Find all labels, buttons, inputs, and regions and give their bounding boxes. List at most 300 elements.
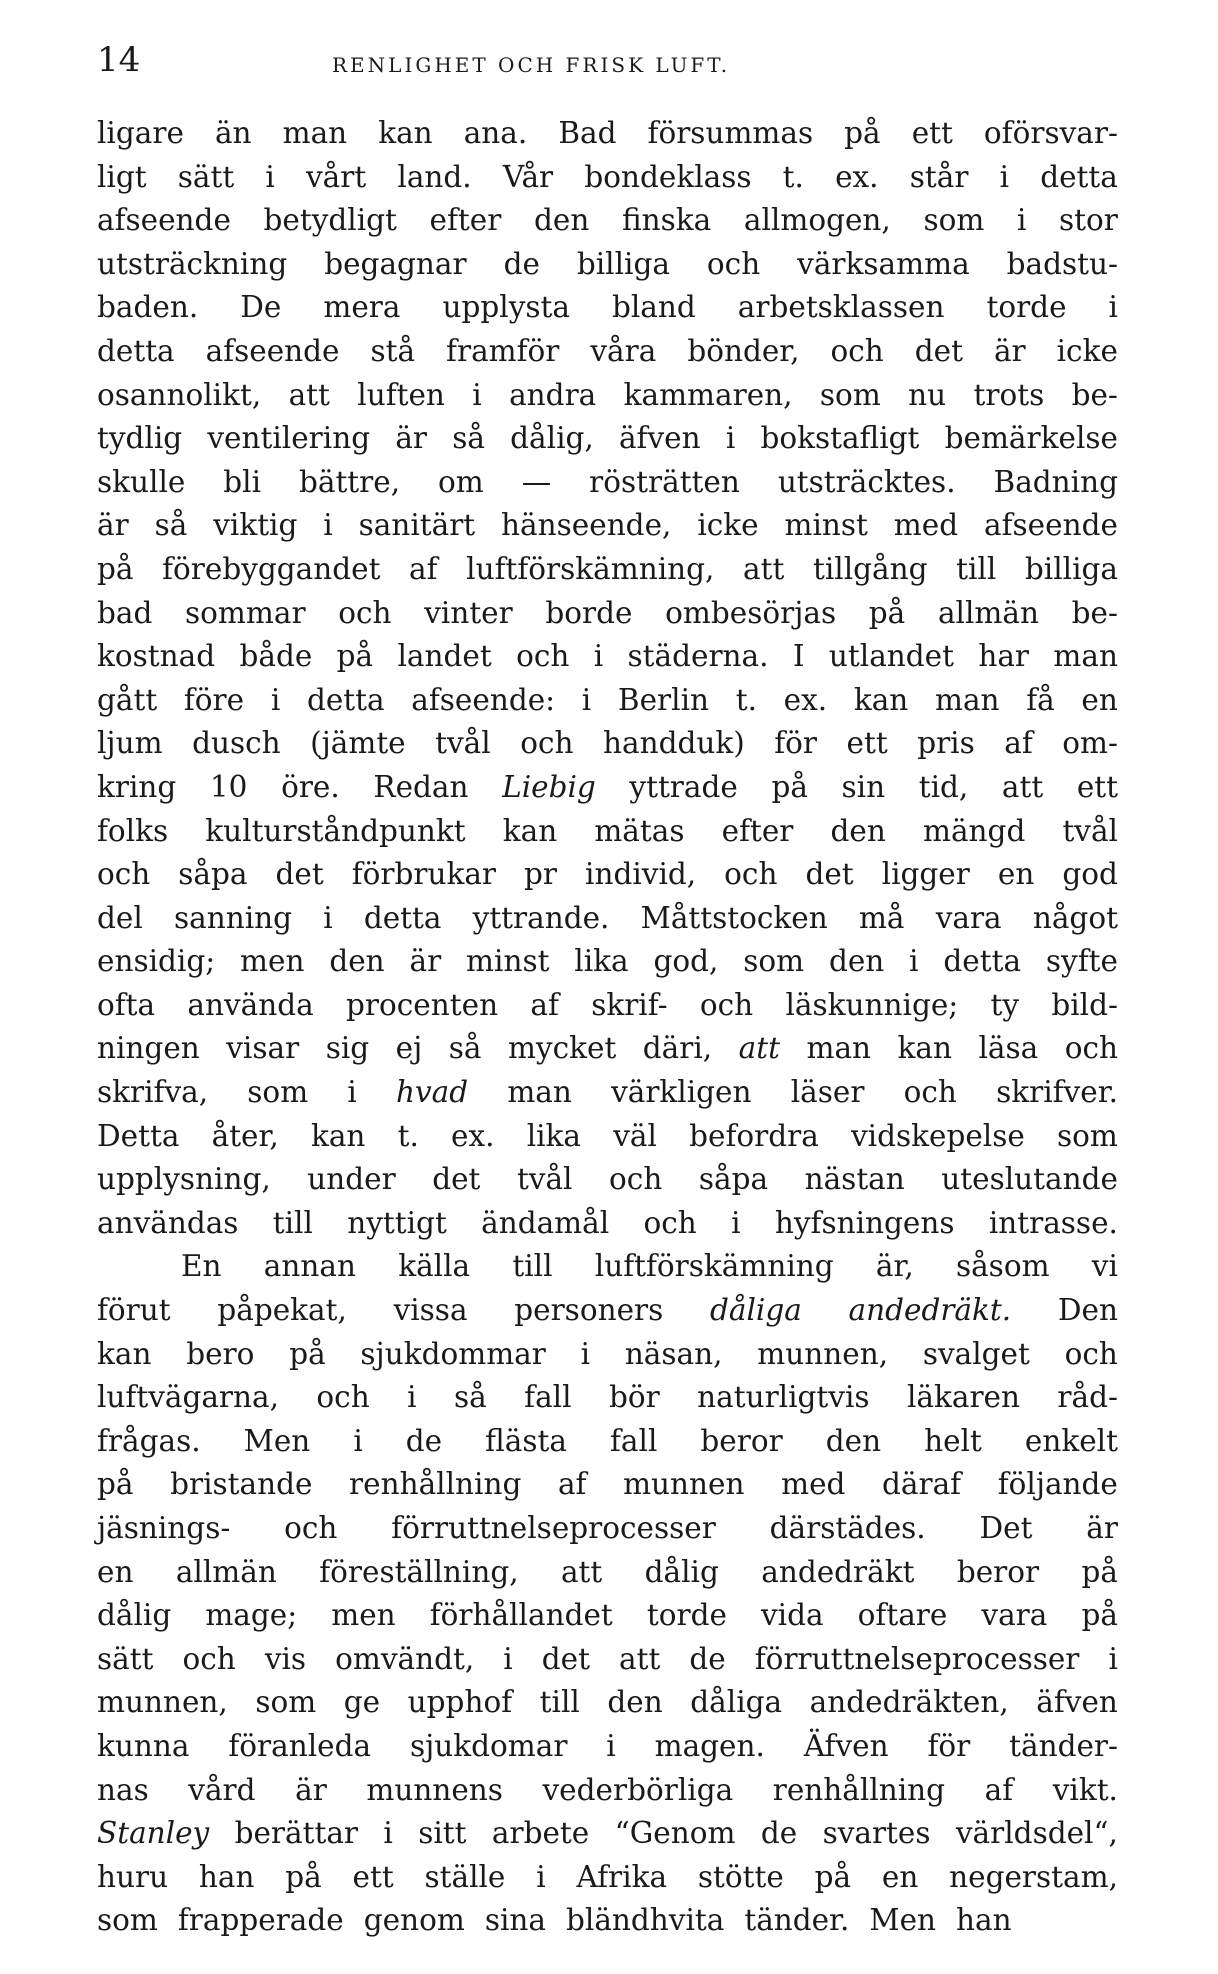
word: hänseende, (501, 508, 672, 543)
word: i (347, 1075, 357, 1110)
word: tvål (1062, 813, 1118, 848)
word: ge (343, 1685, 381, 1720)
word: kan (853, 682, 909, 717)
word: den (329, 944, 385, 979)
text-line (97, 984, 1118, 1028)
word: munnen, (757, 1336, 889, 1371)
word: att (288, 377, 330, 412)
word: något (1032, 900, 1118, 935)
text-line (97, 1245, 1118, 1289)
word: beror (956, 1554, 1040, 1589)
word: väl (613, 1118, 657, 1153)
word: 10 (209, 769, 248, 804)
word: Stanley (97, 1816, 210, 1851)
word: en (97, 1554, 134, 1589)
word: munnen, (97, 1685, 228, 1720)
word: De (240, 290, 282, 325)
text-line (97, 1289, 1118, 1333)
word: icke (1056, 333, 1118, 368)
word: dålig (97, 1598, 172, 1633)
word: att (738, 1031, 780, 1066)
word: ljum (97, 726, 163, 761)
word: stor (1059, 203, 1118, 238)
word: på (97, 551, 134, 586)
page-header (97, 38, 1118, 88)
word: fall (610, 1423, 658, 1458)
text-line (97, 1681, 1118, 1725)
word: afseende (205, 333, 340, 368)
word: kan (310, 1118, 366, 1153)
word: den (828, 944, 885, 979)
text-line (97, 156, 1118, 200)
word: tillgång (812, 551, 928, 586)
word: mätas (594, 813, 685, 848)
word: oförsvar- (983, 116, 1118, 150)
word: badstu- (1006, 246, 1118, 281)
word: annan (263, 1249, 356, 1284)
word: förruttnelseprocesser (754, 1641, 1080, 1676)
word: Liebig (502, 769, 596, 804)
word: vinter (424, 595, 513, 630)
text-line (97, 504, 1118, 548)
word: mängd (923, 813, 1026, 848)
word: för (774, 726, 818, 761)
word: vis (264, 1641, 307, 1676)
word: och (182, 1641, 236, 1676)
word: detta (1040, 159, 1118, 194)
word: man (934, 682, 1000, 717)
word: få (1026, 682, 1055, 717)
word: vissa (393, 1293, 468, 1328)
word: i (725, 421, 736, 456)
word: vida (761, 1598, 824, 1633)
word: upphof (407, 1685, 513, 1720)
word: ej (395, 1031, 423, 1066)
word: som (1057, 1118, 1118, 1153)
word: det (275, 857, 324, 892)
word: att (560, 1554, 603, 1589)
word: på (285, 1859, 322, 1894)
word: magen. (654, 1728, 765, 1763)
word: hyfsningens (774, 1205, 955, 1240)
word: däri, (642, 1031, 713, 1066)
word: procenten (346, 987, 499, 1022)
word: frågas. (97, 1423, 201, 1458)
text-line (97, 635, 1118, 679)
word: Bad (558, 116, 617, 150)
word: sjukdommar (360, 1336, 546, 1371)
word: “Genom (614, 1816, 736, 1851)
word: flästa (485, 1423, 567, 1458)
running-title: RENLIGHET OCH FRISK LUFT. (332, 53, 731, 77)
word: svalget (922, 1336, 1030, 1371)
word: i (407, 1380, 417, 1415)
text-line (97, 1507, 1118, 1551)
word: nu (908, 377, 947, 412)
text-line (97, 417, 1118, 461)
word: En (181, 1249, 222, 1284)
word: följande (997, 1467, 1118, 1502)
word: läskunnige; (785, 987, 959, 1022)
word: sanning (173, 900, 293, 935)
word: en (997, 857, 1035, 892)
word: pr (524, 857, 558, 892)
word: i (1108, 290, 1118, 325)
word: bristande (170, 1467, 313, 1502)
word: föranleda (228, 1728, 372, 1763)
word: med (893, 508, 959, 543)
word: råd- (1057, 1380, 1118, 1415)
page-number: 14 (97, 40, 141, 80)
word: detta (943, 944, 1022, 979)
word: det (541, 1641, 590, 1676)
text-line (97, 1725, 1118, 1769)
word: läkaren (906, 1380, 1020, 1415)
word: de (760, 1816, 798, 1851)
word: i (580, 1336, 591, 1371)
text-line (97, 1812, 1118, 1856)
word: såpa (698, 1162, 769, 1197)
word: förbrukar (351, 857, 497, 892)
word: af (1004, 726, 1033, 761)
word: skrifver. (996, 1075, 1118, 1110)
word: ningen (97, 1031, 200, 1066)
word: står (909, 159, 969, 194)
word: Den (1057, 1293, 1118, 1328)
word: be- (1071, 595, 1118, 630)
word: läsa (978, 1031, 1039, 1066)
word: begagnar (324, 246, 467, 281)
text-line (97, 1027, 1118, 1071)
word: tid, (918, 769, 969, 804)
word: i (265, 159, 275, 194)
word: sina (484, 1903, 546, 1938)
word: för (927, 1728, 971, 1763)
word: i (606, 1728, 616, 1763)
word: baden. (97, 290, 199, 325)
word: han (956, 1903, 1012, 1938)
text-line (97, 243, 1118, 287)
word: torde (986, 290, 1067, 325)
word: det (432, 1162, 481, 1197)
word: i (503, 1641, 513, 1676)
word: skrif- (591, 987, 668, 1022)
word: ex. (451, 1118, 495, 1153)
word: bli (223, 464, 262, 499)
text-line (97, 1769, 1118, 1813)
word: som (97, 1903, 158, 1938)
word: ändamål (481, 1205, 610, 1240)
word: sin (841, 769, 886, 804)
word: är (409, 944, 442, 979)
word: därstädes. (769, 1511, 926, 1545)
text-line (97, 548, 1118, 592)
word: må (858, 900, 905, 935)
word: kunna (97, 1728, 190, 1763)
word: i (1108, 1641, 1118, 1676)
text-line (97, 722, 1118, 766)
word: detta (97, 333, 175, 368)
word: stå (370, 333, 416, 368)
word: i (1016, 203, 1027, 238)
word: på (97, 1467, 134, 1502)
word: andra (509, 377, 597, 412)
word: föreställning, (319, 1554, 519, 1589)
word: pris (917, 726, 975, 761)
word: dålig (644, 1554, 719, 1589)
text-line (97, 374, 1118, 418)
word: åter, (211, 1118, 279, 1153)
word: i (383, 1816, 393, 1851)
word: bero (186, 1336, 255, 1371)
word: sitt (418, 1816, 467, 1851)
word: och (516, 639, 570, 674)
word: en (881, 1859, 919, 1894)
word: kostnad (97, 639, 216, 674)
word: använda (187, 987, 314, 1022)
word: tvål (435, 726, 491, 761)
word: bland (611, 290, 696, 325)
word: de (405, 1423, 443, 1458)
word: luftvägarna, (97, 1380, 279, 1415)
word: bad (97, 595, 153, 630)
word: är (395, 421, 428, 456)
word: af (530, 987, 559, 1022)
word: i (353, 1423, 363, 1458)
word: på (289, 1336, 326, 1371)
word: land. (397, 159, 472, 194)
word: Afrika (576, 1859, 668, 1894)
word: användas (97, 1205, 239, 1240)
word: ensidig; (97, 944, 216, 979)
word: att (1001, 769, 1044, 804)
word: t. (397, 1118, 419, 1153)
word: frapperade (177, 1903, 344, 1938)
word: och (1064, 1336, 1118, 1371)
word: öre. (281, 769, 340, 804)
word: renhållning (349, 1467, 522, 1502)
word: Detta (97, 1118, 180, 1153)
word: däraf (882, 1467, 962, 1502)
word: mycket (507, 1031, 617, 1066)
word: har (978, 639, 1030, 674)
word: tänder- (1009, 1728, 1118, 1763)
word: munnen (623, 1467, 745, 1502)
word: upplysning, (97, 1162, 271, 1197)
word: så (452, 421, 485, 456)
word: — (521, 464, 552, 499)
word: i (472, 377, 482, 412)
word: bländhvita (566, 1903, 725, 1938)
text-line (97, 1420, 1118, 1464)
text-line (97, 810, 1118, 854)
word: och (724, 857, 778, 892)
word: värkligen (611, 1075, 752, 1110)
word: afseende (984, 508, 1118, 543)
word: t. (782, 159, 804, 194)
word: stötte (697, 1859, 784, 1894)
word: omvändt, (335, 1641, 475, 1676)
word: billiga (1024, 551, 1118, 586)
word: allmän (937, 595, 1039, 630)
word: och (97, 857, 151, 892)
word: till (956, 551, 997, 586)
word: det (805, 857, 854, 892)
word: arbetsklassen (737, 290, 945, 325)
word: god, (653, 944, 719, 979)
word: så (454, 1380, 487, 1415)
word: förruttnelseprocesser (391, 1511, 716, 1545)
word: bönder, (687, 333, 800, 368)
word: sig (325, 1031, 370, 1066)
text-line (97, 853, 1118, 897)
word: i (581, 682, 592, 717)
word: allmän (175, 1554, 277, 1589)
text-line (97, 592, 1118, 636)
word: nästan (804, 1162, 905, 1197)
word: ställe (424, 1859, 506, 1894)
word: berättar (234, 1816, 359, 1851)
word: den (533, 203, 590, 238)
word: världsdel“, (955, 1816, 1118, 1851)
word: den (607, 1685, 663, 1720)
word: vård (188, 1772, 256, 1807)
word: beror (700, 1423, 783, 1458)
text-line (97, 1638, 1118, 1682)
text-line (97, 330, 1118, 374)
word: af (984, 1772, 1014, 1807)
word: kammaren, (623, 377, 793, 412)
word: efter (429, 203, 502, 238)
word: handduk) (602, 726, 745, 761)
word: bemärkelse (944, 421, 1118, 456)
word: värksamma (797, 246, 970, 281)
word: de (503, 246, 540, 281)
word: trots (973, 377, 1045, 412)
word: man (507, 1075, 572, 1110)
word: är (993, 333, 1026, 368)
word: ligt (97, 159, 147, 194)
text-line (97, 897, 1118, 941)
text-line (97, 112, 1118, 156)
word: kan (897, 1031, 952, 1066)
word: vara (981, 1598, 1048, 1633)
word: luftförskämning (594, 1249, 834, 1284)
word: Badning (993, 464, 1118, 499)
word: dålig, (510, 421, 594, 456)
word: sjukdomar (409, 1728, 568, 1763)
word: på (336, 639, 374, 674)
word: en (1081, 682, 1118, 717)
word: på (868, 595, 906, 630)
word: dåliga (690, 1685, 783, 1720)
word: af (409, 551, 438, 586)
word: vårt (306, 159, 367, 194)
word: äfven (1036, 1685, 1118, 1720)
word: befordra (689, 1118, 819, 1153)
text-line (97, 1899, 1118, 1943)
word: om- (1062, 726, 1118, 761)
word: osannolikt, (97, 377, 262, 412)
word: andedräkten, (809, 1685, 1009, 1720)
word: det (914, 333, 963, 368)
text-line (97, 1594, 1118, 1638)
text-line (97, 1333, 1118, 1377)
word: sanitärt (358, 508, 476, 543)
word: huru (97, 1859, 169, 1894)
text-line (97, 1551, 1118, 1595)
word: afseende: (411, 682, 556, 717)
word: efter (721, 813, 794, 848)
word: på (844, 116, 881, 150)
word: minst (466, 944, 550, 979)
word: och (338, 595, 392, 630)
word: viktig (213, 508, 298, 543)
word: vikt. (1052, 1772, 1118, 1807)
word: till (272, 1205, 313, 1240)
word: på (814, 1859, 852, 1894)
word: och (706, 246, 761, 281)
text-line (97, 1463, 1118, 1507)
word: är, (875, 1249, 914, 1284)
word: den (825, 1423, 882, 1458)
word: kulturståndpunkt (205, 813, 466, 848)
word: utsträckning (97, 246, 288, 281)
word: och (520, 726, 574, 761)
word: förhållandet (429, 1598, 613, 1633)
word: i (323, 900, 333, 935)
word: t. (735, 682, 757, 717)
word: sommar (185, 595, 306, 630)
word: individ, (585, 857, 697, 892)
word: jäsnings- (97, 1511, 231, 1545)
text-line (97, 766, 1118, 810)
word: är (295, 1772, 327, 1807)
word: försummas (647, 116, 814, 150)
word: man (282, 116, 348, 150)
word: Äfven (803, 1728, 889, 1763)
word: ombesörjas (665, 595, 837, 630)
word: Men (243, 1423, 311, 1458)
word: enkelt (1024, 1423, 1118, 1458)
word: tydlig (97, 421, 183, 456)
word: Men (869, 1903, 937, 1938)
word: tvål (516, 1162, 573, 1197)
word: helt (924, 1423, 982, 1458)
word: del (97, 900, 143, 935)
word: våra (590, 333, 657, 368)
word: förut (97, 1293, 171, 1328)
word: före (183, 682, 245, 717)
word: som (247, 1075, 309, 1110)
word: utsträcktes. (777, 464, 956, 499)
word: mage; (205, 1598, 298, 1633)
word: yttrande. (472, 900, 610, 935)
word: ventilering (207, 421, 371, 456)
text-line (97, 679, 1118, 723)
text-line (97, 1202, 1118, 1246)
word: skulle (97, 464, 186, 499)
word: syfte (1045, 944, 1118, 979)
word: visar (226, 1031, 300, 1066)
word: yttrade (629, 769, 738, 804)
word: är (97, 508, 129, 543)
word: hvad (395, 1075, 469, 1110)
text-line (97, 461, 1118, 505)
word: om (438, 464, 484, 499)
word: påpekat, (217, 1293, 347, 1328)
word: svartes (822, 1816, 931, 1851)
